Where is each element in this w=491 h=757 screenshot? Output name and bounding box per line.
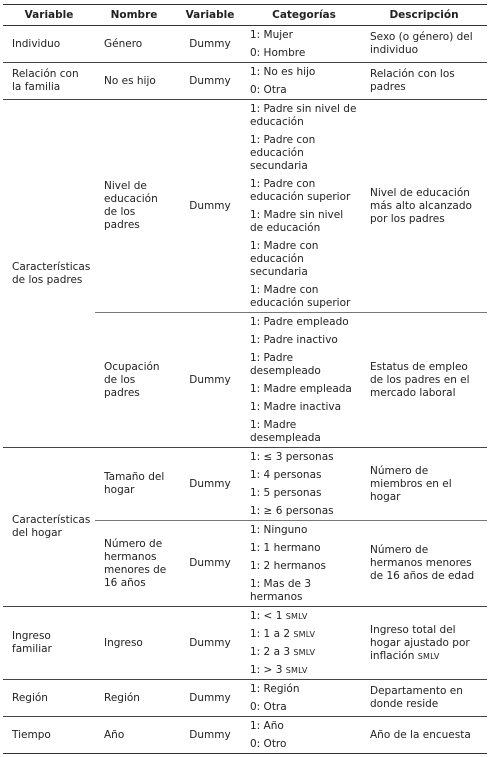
type-cell: Dummy: [173, 717, 247, 754]
category-item: 1: ≥ 6 personas: [250, 505, 334, 517]
table-row: [3, 680, 487, 717]
name-cell: Número de hermanos menores de 16 años: [95, 521, 173, 607]
name-cell: Género: [104, 37, 143, 50]
unit-label: SMLV: [417, 651, 440, 661]
type-cell: Dummy: [173, 448, 247, 521]
description-cell: Número de miembros en el hogar: [361, 448, 487, 521]
category-item: 1: Padre con educación secundaria: [250, 134, 316, 172]
category-item: 1: No es hijo: [250, 66, 316, 78]
category-item: 1: < 1 SMLV: [250, 610, 308, 622]
unit-label: SMLV: [285, 666, 308, 675]
header-row: [3, 5, 487, 26]
type-cell: Dummy: [189, 37, 231, 50]
table-row: [3, 448, 487, 521]
type-cell: Dummy: [173, 313, 247, 448]
category-item: 1: Madre inactiva: [250, 401, 342, 413]
category-item: 1: Mas de 3 hermanos: [250, 578, 312, 603]
group-cell: Características del hogar: [3, 448, 95, 607]
header-categorias: Categorías: [247, 5, 361, 26]
table-row: [3, 26, 487, 63]
category-item: 1: Año: [250, 720, 284, 732]
category-item: 1: ≤ 3 personas: [250, 451, 334, 463]
category-item: 1: Ninguno: [250, 524, 308, 536]
unit-label: SMLV: [293, 648, 316, 657]
name-cell: Región: [95, 680, 173, 717]
categories-cell: [247, 26, 361, 63]
group-cell: Región: [3, 680, 95, 717]
group-cell: Tiempo: [3, 717, 95, 754]
name-cell: Año: [95, 717, 173, 754]
table-row: [3, 100, 487, 313]
unit-label: SMLV: [293, 630, 316, 639]
name-cell: Ocupación de los padres: [95, 313, 173, 448]
unit-label: SMLV: [285, 612, 308, 621]
category-item: 0: Otra: [250, 701, 287, 713]
category-item: 0: Hombre: [250, 47, 306, 59]
category-item: 1: > 3 SMLV: [250, 664, 308, 676]
category-item: 1: 4 personas: [250, 469, 322, 481]
categories-cell: [247, 63, 361, 100]
type-cell: Dummy: [173, 680, 247, 717]
group-cell: Individuo: [12, 37, 61, 50]
name-cell: Nivel de educación de los padres: [95, 100, 173, 313]
group-cell: Características de los padres: [3, 100, 95, 448]
header-nombre: Nombre: [95, 5, 173, 26]
name-cell: Tamaño del hogar: [95, 448, 173, 521]
category-item: 1: Padre sin nivel de educación: [250, 103, 357, 128]
category-item: 1: Padre inactivo: [250, 334, 338, 346]
category-item: 1: Padre con educación superior: [250, 178, 351, 203]
category-item: 1: 2 a 3 SMLV: [250, 646, 316, 658]
categories-cell: [247, 717, 361, 754]
category-item: 1: 1 a 2 SMLV: [250, 628, 316, 640]
table-row: [3, 607, 487, 680]
description-cell: Departamento en donde reside: [361, 680, 487, 717]
category-item: 0: Otra: [250, 84, 287, 96]
table-row: [3, 63, 487, 100]
header-variable-type: Variable: [173, 5, 247, 26]
category-item: 0: Otro: [250, 738, 287, 750]
categories-cell: [247, 448, 361, 521]
category-item: 1: Madre con educación superior: [250, 284, 351, 309]
category-item: 1: Mujer: [250, 29, 293, 41]
category-item: 1: 2 hermanos: [250, 560, 327, 572]
group-cell: Relación con la familia: [3, 63, 95, 100]
description-cell: Estatus de empleo de los padres en el mercado laboral: [361, 313, 487, 448]
category-item: 1: 1 hermano: [250, 542, 321, 554]
header-variable: Variable: [3, 5, 95, 26]
category-item: 1: Madre con educación secundaria: [250, 240, 319, 278]
category-item: 1: Madre desempleada: [250, 419, 321, 444]
name-cell: Ingreso: [95, 607, 173, 680]
description-cell: Sexo (o género) del individuo: [370, 31, 473, 56]
description-cell: Ingreso total del hogar ajustado por inflación SMLV: [361, 607, 487, 680]
categories-cell: [247, 313, 361, 448]
description-cell: Relación con los padres: [361, 63, 487, 100]
category-item: 1: 5 personas: [250, 487, 322, 499]
description-cell: Año de la encuesta: [361, 717, 487, 754]
name-cell: No es hijo: [95, 63, 173, 100]
categories-cell: [247, 521, 361, 607]
description-cell: Número de hermanos menores de 16 años de edad: [361, 521, 487, 607]
variables-table: [3, 4, 487, 754]
categories-cell: [247, 607, 361, 680]
category-item: 1: Padre desempleado: [250, 352, 321, 377]
type-cell: Dummy: [173, 521, 247, 607]
table-row: [3, 717, 487, 754]
type-cell: Dummy: [173, 100, 247, 313]
categories-cell: [247, 100, 361, 313]
category-item: 1: Región: [250, 683, 300, 695]
type-cell: Dummy: [173, 607, 247, 680]
type-cell: Dummy: [173, 63, 247, 100]
category-item: 1: Madre empleada: [250, 383, 352, 395]
category-item: 1: Madre sin nivel de educación: [250, 209, 344, 234]
group-cell: Ingreso familiar: [3, 607, 95, 680]
categories-cell: [247, 680, 361, 717]
category-item: 1: Padre empleado: [250, 316, 349, 328]
header-descripcion: Descripción: [361, 5, 487, 26]
description-cell: Nivel de educación más alto alcanzado por los padres: [361, 100, 487, 313]
